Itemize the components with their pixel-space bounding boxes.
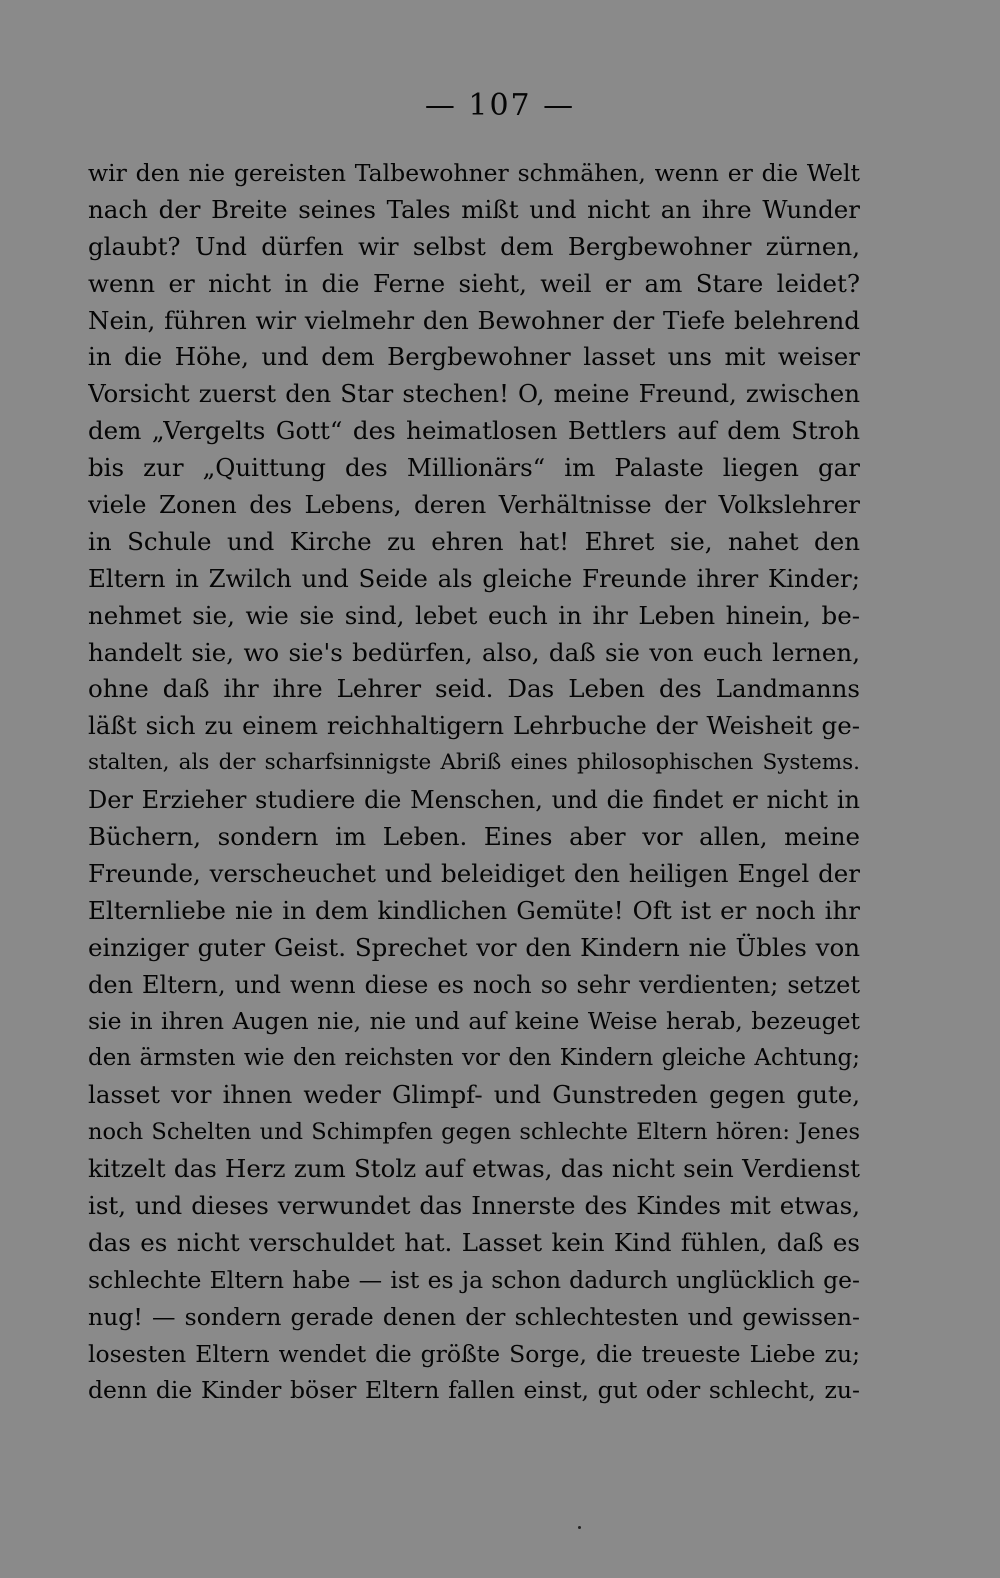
- text-line: das es nicht verschuldet hat. Lasset kein Kind fühlen, daß es: [88, 1227, 860, 1257]
- text-line: kitzelt das Herz zum Stolz auf etwas, das nicht sein Verdienst: [88, 1154, 860, 1184]
- text-line: nach der Breite seines Tales mißt und nicht an ihre Wunder: [88, 194, 860, 224]
- text-line: Der Erzieher studiere die Menschen, und die findet er nicht in: [88, 786, 860, 815]
- body-text: [88, 155, 860, 1409]
- text-line: ohne daß ihr ihre Lehrer seid. Das Leben des Landmanns: [88, 674, 860, 704]
- text-line: bis zur „Quittung des Millionärs“ im Palaste liegen gar: [88, 453, 860, 483]
- text-line: noch Schelten und Schimpfen gegen schlechte Eltern hören: Jenes: [88, 1119, 860, 1146]
- text-line: sie in ihren Augen nie, nie und auf keine Weise herab, bezeuget: [88, 1007, 860, 1036]
- text-line: denn die Kinder böser Eltern fallen einst, gut oder schlecht, zu-: [88, 1376, 860, 1405]
- text-line: Büchern, sondern im Leben. Eines aber vor allen, meine: [88, 822, 860, 852]
- print-speck: [578, 1526, 581, 1529]
- text-line: stalten, als der scharfsinnigste Abriß eines philosophischen Systems.: [88, 750, 860, 776]
- text-line: ist, und dieses verwundet das Innerste des Kindes mit etwas,: [88, 1190, 860, 1220]
- text-line: Freunde, verscheuchet und beleidiget den heiligen Engel der: [88, 858, 860, 888]
- text-line: dem „Vergelts Gott“ des heimatlosen Bettlers auf dem Stroh: [88, 416, 860, 446]
- text-line: handelt sie, wo sie's bedürfen, also, daß sie von euch lernen,: [88, 637, 860, 667]
- text-line: Vorsicht zuerst den Star stechen! O, meine Freund, zwischen: [88, 379, 860, 409]
- text-line: Elternliebe nie in dem kindlichen Gemüte! Oft ist er noch ihr: [88, 895, 860, 925]
- text-line: Eltern in Zwilch und Seide als gleiche Freunde ihrer Kinder;: [88, 563, 860, 593]
- text-line: Nein, führen wir vielmehr den Bewohner der Tiefe belehrend: [88, 305, 860, 335]
- text-line: den Eltern, und wenn diese es noch so sehr verdienten; setzet: [88, 970, 860, 999]
- text-line: lasset vor ihnen weder Glimpf- und Gunstreden gegen gute,: [88, 1080, 860, 1110]
- text-line: glaubt? Und dürfen wir selbst dem Bergbewohner zürnen,: [88, 231, 860, 261]
- text-line: schlechte Eltern habe — ist es ja schon dadurch unglücklich ge-: [88, 1265, 860, 1294]
- text-line: läßt sich zu einem reichhaltigern Lehrbuche der Weisheit ge-: [88, 711, 860, 741]
- text-line: einziger guter Geist. Sprechet vor den Kindern nie Übles von: [88, 932, 860, 962]
- text-line: den ärmsten wie den reichsten vor den Kindern gleiche Achtung;: [88, 1045, 860, 1072]
- text-line: losesten Eltern wendet die größte Sorge, die treueste Liebe zu;: [88, 1339, 860, 1368]
- text-line: nehmet sie, wie sie sind, lebet euch in ihr Leben hinein, be-: [88, 600, 860, 630]
- text-line: in die Höhe, und dem Bergbewohner lasset uns mit weiser: [88, 342, 860, 372]
- text-line: in Schule und Kirche zu ehren hat! Ehret sie, nahet den: [88, 526, 860, 556]
- text-line: wir den nie gereisten Talbewohner schmähen, wenn er die Welt: [88, 159, 860, 187]
- text-line: nug! — sondern gerade denen der schlechtesten und gewissen-: [88, 1302, 860, 1331]
- text-line: viele Zonen des Lebens, deren Verhältnisse der Volkslehrer: [88, 490, 860, 520]
- page-number: — 107 —: [424, 88, 576, 123]
- text-line: wenn er nicht in die Ferne sieht, weil er am Stare leidet?: [88, 268, 860, 298]
